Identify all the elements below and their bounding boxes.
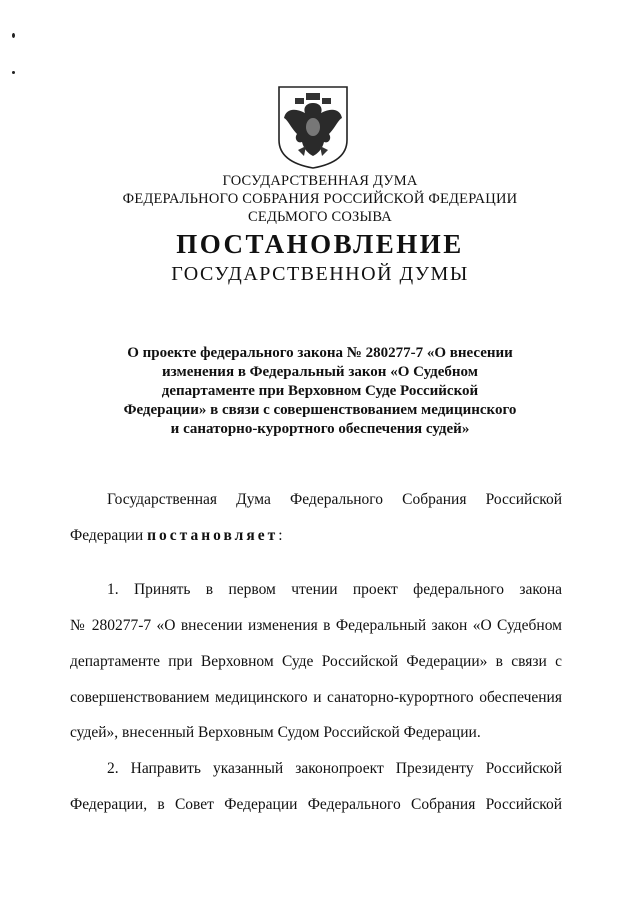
subject-line: Федерации» в связи с совершенствованием медицинского: [123, 402, 517, 418]
subject-line: департаменте при Верховном Суде Российской: [161, 383, 479, 399]
body-line: 2. Направить указанный законопроект Президенту Российской: [107, 760, 562, 777]
scan-speck: [12, 33, 15, 38]
document-title: ПОСТАНОВЛЕНИЕ: [176, 229, 464, 259]
body-line: департаменте при Верховном Суде Российской Федерации» в связи с: [70, 653, 562, 670]
body-line: Государственная Дума Федерального Собрания Российской: [107, 491, 562, 508]
body-line: судей», внесенный Верховным Судом Российской Федерации.: [70, 724, 481, 741]
preamble-text: Федерации: [70, 527, 148, 544]
org-line-2: ФЕДЕРАЛЬНОГО СОБРАНИЯ РОССИЙСКОЙ ФЕДЕРАЦИИ: [122, 191, 518, 207]
org-line-3: СЕДЬМОГО СОЗЫВА: [248, 209, 392, 225]
subject-line: О проекте федерального закона № 280277-7 «О внесении: [127, 345, 513, 361]
document-subtitle: ГОСУДАРСТВЕННОЙ ДУМЫ: [171, 263, 469, 285]
org-line-1: ГОСУДАРСТВЕННАЯ ДУМА: [222, 173, 418, 189]
scan-speck: [12, 71, 15, 74]
resolves-word: постановляет: [147, 527, 279, 544]
subject-line: и санаторно-курортного обеспечения судей»: [170, 421, 470, 437]
russian-coat-of-arms-icon: [276, 84, 350, 170]
body-line: Федерации, в Совет Федерации Федерального Собрания Российской: [70, 796, 562, 813]
body-line: № 280277-7 «О внесении изменения в Федеральный закон «О Судебном: [70, 617, 562, 634]
body-line: 1. Принять в первом чтении проект федерального закона: [107, 581, 562, 598]
body-line: [70, 526, 562, 546]
preamble-colon: :: [278, 527, 283, 544]
subject-line: изменения в Федеральный закон «О Судебном: [162, 364, 478, 380]
body-line: совершенствованием медицинского и санаторно-курортного обеспечения: [70, 689, 562, 706]
